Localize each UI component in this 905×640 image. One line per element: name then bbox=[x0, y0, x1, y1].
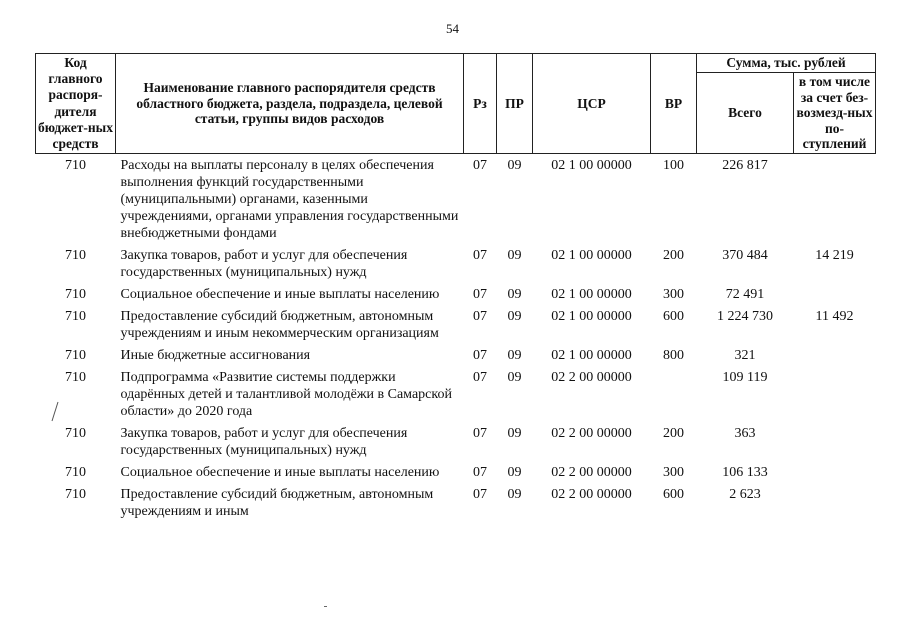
header-csr: ЦСР bbox=[533, 54, 651, 154]
row-csr: 02 1 00 00000 bbox=[551, 158, 632, 174]
row-total: 109 119 bbox=[722, 370, 768, 386]
row-name: Предоставление субсидий бюджетным, автономным учреждениям и иным некоммерческим организациям bbox=[120, 309, 439, 342]
row-pr: 09 bbox=[507, 309, 522, 325]
header-code: Код главного распоря-дителя бюджет-ных средств bbox=[36, 54, 116, 154]
row-rz: 07 bbox=[473, 487, 487, 503]
row-csr: 02 2 00 00000 bbox=[551, 487, 632, 503]
table-row bbox=[36, 245, 876, 284]
row-csr: 02 1 00 00000 bbox=[551, 248, 632, 264]
row-incl bbox=[794, 154, 876, 246]
row-code: 710 bbox=[65, 287, 86, 303]
row-total: 321 bbox=[734, 348, 756, 364]
row-csr: 02 2 00 00000 bbox=[551, 426, 632, 442]
table-header bbox=[36, 54, 876, 154]
row-incl: 14 219 bbox=[815, 248, 854, 264]
row-pr: 09 bbox=[507, 370, 522, 386]
row-pr: 09 bbox=[507, 287, 522, 303]
row-pr: 09 bbox=[507, 158, 522, 174]
row-pr: 09 bbox=[507, 487, 522, 503]
row-code: 710 bbox=[65, 370, 86, 386]
row-incl bbox=[794, 462, 876, 484]
scan-speck bbox=[324, 606, 327, 607]
row-incl bbox=[794, 423, 876, 462]
header-total: Всего bbox=[697, 73, 794, 154]
row-pr: 09 bbox=[507, 348, 522, 364]
row-csr: 02 1 00 00000 bbox=[551, 309, 632, 325]
row-csr: 02 2 00 00000 bbox=[551, 370, 632, 386]
row-vr: 300 bbox=[663, 287, 684, 303]
row-vr bbox=[651, 367, 697, 423]
table-body bbox=[36, 154, 876, 524]
header-sum: Сумма, тыс. рублей bbox=[697, 54, 876, 73]
row-csr: 02 1 00 00000 bbox=[551, 287, 632, 303]
row-code: 710 bbox=[65, 426, 86, 442]
row-csr: 02 1 00 00000 bbox=[551, 348, 632, 364]
table-row bbox=[36, 345, 876, 367]
table-row bbox=[36, 423, 876, 462]
row-name: Социальное обеспечение и иные выплаты населению bbox=[120, 287, 440, 303]
row-name: Закупка товаров, работ и услуг для обеспечения государственных (муниципальных) нужд bbox=[120, 248, 408, 281]
row-rz: 07 bbox=[473, 426, 487, 442]
row-rz: 07 bbox=[473, 465, 487, 481]
header-vr: ВР bbox=[651, 54, 697, 154]
page-number: 54 bbox=[446, 21, 459, 36]
table-row bbox=[36, 367, 876, 423]
header-pr: ПР bbox=[497, 54, 533, 154]
table-row bbox=[36, 484, 876, 523]
table-row bbox=[36, 154, 876, 246]
row-vr: 300 bbox=[663, 465, 684, 481]
row-total: 363 bbox=[734, 426, 756, 442]
row-incl: 11 492 bbox=[815, 309, 854, 325]
row-total: 2 623 bbox=[729, 487, 761, 503]
row-name: Закупка товаров, работ и услуг для обеспечения государственных (муниципальных) нужд bbox=[120, 426, 408, 459]
row-code: 710 bbox=[65, 465, 86, 481]
table-row bbox=[36, 306, 876, 345]
row-code: 710 bbox=[65, 248, 86, 264]
row-rz: 07 bbox=[473, 348, 487, 364]
row-vr: 600 bbox=[663, 309, 684, 325]
table-row bbox=[36, 284, 876, 306]
pen-mark bbox=[50, 401, 60, 423]
row-rz: 07 bbox=[473, 158, 487, 174]
row-code: 710 bbox=[65, 348, 86, 364]
row-csr: 02 2 00 00000 bbox=[551, 465, 632, 481]
row-rz: 07 bbox=[473, 370, 487, 386]
header-incl: в том числе за счет без-возмезд-ных по-ступлений bbox=[794, 73, 876, 154]
row-rz: 07 bbox=[473, 248, 487, 264]
header-name: Наименование главного распорядителя средств областного бюджета, раздела, подраздела, целевой статьи, группы видов расходов bbox=[116, 54, 464, 154]
row-name: Иные бюджетные ассигнования bbox=[120, 348, 311, 364]
row-total: 226 817 bbox=[722, 158, 768, 174]
header-rz: Рз bbox=[464, 54, 497, 154]
row-name: Расходы на выплаты персоналу в целях обеспечения выполнения функций государственными (муниципальными) органами, казенными учреждениями, органами управления государственными внебюджетными фондами bbox=[120, 158, 459, 242]
row-vr: 100 bbox=[663, 158, 684, 174]
row-incl bbox=[794, 484, 876, 523]
row-total: 370 484 bbox=[722, 248, 768, 264]
row-incl bbox=[794, 345, 876, 367]
row-total: 1 224 730 bbox=[717, 309, 773, 325]
row-vr: 200 bbox=[663, 426, 684, 442]
row-pr: 09 bbox=[507, 426, 522, 442]
row-incl bbox=[794, 284, 876, 306]
row-total: 72 491 bbox=[725, 287, 765, 303]
table-row bbox=[36, 462, 876, 484]
row-name: Предоставление субсидий бюджетным, автономным учреждениям и иным bbox=[120, 487, 434, 520]
row-name: Социальное обеспечение и иные выплаты населению bbox=[120, 465, 440, 481]
row-name: Подпрограмма «Развитие системы поддержки одарённых детей и талантливой молодёжи в Самарской области» до 2020 года bbox=[120, 370, 452, 420]
row-pr: 09 bbox=[507, 465, 522, 481]
budget-table bbox=[35, 53, 876, 523]
row-vr: 600 bbox=[663, 487, 684, 503]
row-total: 106 133 bbox=[722, 465, 768, 481]
row-pr: 09 bbox=[507, 248, 522, 264]
row-vr: 200 bbox=[663, 248, 684, 264]
row-incl bbox=[794, 367, 876, 423]
row-code: 710 bbox=[65, 309, 86, 325]
row-rz: 07 bbox=[473, 309, 487, 325]
row-code: 710 bbox=[65, 158, 86, 174]
row-code: 710 bbox=[65, 487, 86, 503]
row-vr: 800 bbox=[663, 348, 684, 364]
row-rz: 07 bbox=[473, 287, 487, 303]
